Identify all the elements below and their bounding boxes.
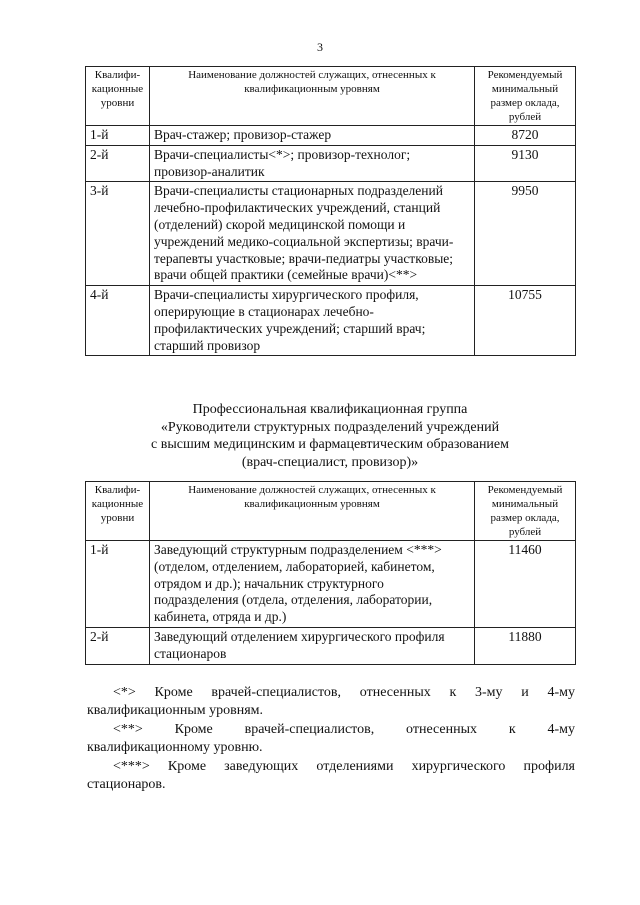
table-row [86, 541, 576, 628]
header-position: Наименование должностей служащих, отнесенных к квалификационным уровням [150, 482, 475, 541]
footnote-line: квалификационным уровням. [87, 703, 264, 719]
cell-salary: 11460 [475, 541, 576, 628]
table-header-row [86, 482, 576, 541]
group-title-line: с высшим медицинским и фармацевтическим образованием [151, 437, 509, 452]
cell-level: 1-й [86, 541, 150, 628]
footnotes [87, 684, 575, 794]
header-level: Квалифи-кационные уровни [86, 67, 150, 126]
table-row [86, 126, 576, 146]
cell-position: Заведующий структурным подразделением <***> (отделом, отделением, лабораторией, кабинетом, отрядом и др.); начальник структурного подразделения (отдела, отделения, лаборатории, кабинета, отряда и др.) [150, 541, 475, 628]
table-row [86, 145, 576, 182]
footnote-line: <***> Кроме заведующих отделениями хирургического профиля [113, 758, 575, 774]
cell-position: Врачи-специалисты хирургического профиля, оперирующие в стационарах лечебно-профилактических учреждений; старший врач; старший провизор [150, 286, 475, 356]
cell-level: 2-й [86, 145, 150, 182]
group-title-line: «Руководители структурных подразделений учреждений [160, 419, 500, 435]
cell-salary: 9950 [475, 182, 576, 286]
footnote-line: квалификационному уровню. [87, 740, 263, 756]
group-title [85, 401, 575, 471]
salary-table-heads [85, 481, 576, 665]
cell-salary: 11880 [475, 627, 576, 664]
footnote-line: стационаров. [87, 777, 166, 793]
footnote-line: <**> Кроме врачей-специалистов, отнесенных к 4-му [113, 721, 575, 737]
table-header-row [86, 67, 576, 126]
table-row [86, 286, 576, 356]
cell-salary: 8720 [475, 126, 576, 146]
cell-salary: 10755 [475, 286, 576, 356]
cell-salary: 9130 [475, 145, 576, 182]
page-number: 3 [317, 40, 323, 54]
cell-level: 1-й [86, 126, 150, 146]
cell-level: 2-й [86, 627, 150, 664]
table-row [86, 182, 576, 286]
group-title-line: (врач-специалист, провизор)» [241, 454, 419, 470]
cell-level: 4-й [86, 286, 150, 356]
header-salary: Рекомендуемый минимальный размер оклада, рублей [475, 482, 576, 541]
cell-position: Заведующий отделением хирургического профиля стационаров [150, 627, 475, 664]
cell-level: 3-й [86, 182, 150, 286]
table-row [86, 627, 576, 664]
group-title-line: Профессиональная квалификационная группа [192, 402, 468, 417]
cell-position: Врач-стажер; провизор-стажер [150, 126, 475, 146]
header-salary: Рекомендуемый минимальный размер оклада, рублей [475, 67, 576, 126]
footnote-line: <*> Кроме врачей-специалистов, отнесенных к 3-му и 4-му [113, 685, 575, 700]
salary-table-doctors [85, 66, 576, 356]
cell-position: Врачи-специалисты стационарных подразделений лечебно-профилактических учреждений, станций (отделений) скорой медицинской помощи и учреждений медико-социальной экспертизы; врачи-терапевты участковые; врачи-педиатры участковые; врачи общей практики (семейные врачи)<**> [150, 182, 475, 286]
cell-position: Врачи-специалисты<*>; провизор-технолог; провизор-аналитик [150, 145, 475, 182]
header-position: Наименование должностей служащих, отнесенных к квалификационным уровням [150, 67, 475, 126]
header-level: Квалифи-кационные уровни [86, 482, 150, 541]
